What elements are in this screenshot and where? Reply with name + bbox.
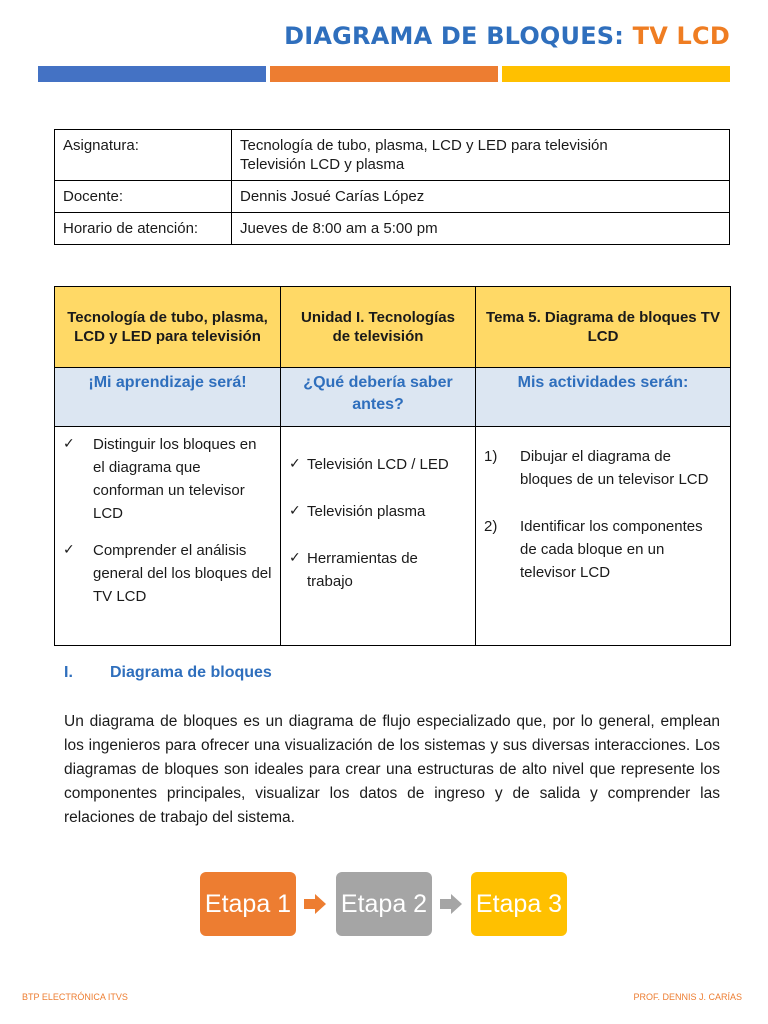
list-item: [289, 500, 467, 523]
page-title-accent: TV LCD: [632, 22, 730, 50]
section-number: I.: [64, 664, 73, 681]
list-item: [484, 445, 722, 491]
footer-right: PROF. DENNIS J. CARÍAS: [633, 992, 742, 1002]
plan-header-row: [55, 287, 731, 368]
plan-header-cell: Tema 5. Diagrama de bloques TV LCD: [476, 287, 731, 368]
section-heading: [64, 664, 272, 682]
plan-subheader-row: [55, 368, 731, 427]
list-item-number: 1): [484, 448, 498, 465]
plan-header-cell: Unidad I. Tecnologías de televisión: [281, 287, 476, 368]
info-table: [54, 129, 730, 245]
stage-box-2: Etapa 2: [336, 872, 432, 936]
checkmark-icon: ✓: [289, 550, 301, 566]
info-row-schedule: [55, 213, 730, 245]
list-item-text: Distinguir los bloques en el diagrama que conforman un televisor LCD: [93, 436, 257, 522]
section-paragraph: Un diagrama de bloques es un diagrama de flujo especializado que, por lo general, emplean los ingenieros para ofrecer una visualización de los sistemas y sus diversas interacciones. Los diagramas de bloques son ideales para crear una estructuras de alto nivel que represente los componentes principales, visualizar los datos de ingreso y de salida y comprender las relaciones de trabajo del sistema.: [64, 713, 720, 826]
stage-flow-diagram: [200, 872, 570, 936]
plan-subheader-cell: ¡Mi aprendizaje será!: [55, 368, 281, 427]
stage-box-3: Etapa 3: [471, 872, 567, 936]
list-item-number: 2): [484, 518, 498, 535]
list-item: [289, 547, 467, 593]
stage-box-1: Etapa 1: [200, 872, 296, 936]
list-item: [63, 539, 272, 608]
list-item-text: Dibujar el diagrama de bloques de un televisor LCD: [520, 448, 709, 488]
list-item-text: Comprender el análisis general del los bloques del TV LCD: [93, 542, 272, 605]
info-row-subject: [55, 130, 730, 181]
plan-header-cell: Tecnología de tubo, plasma, LCD y LED para televisión: [55, 287, 281, 368]
header-bar-blue: [38, 66, 266, 82]
learning-goals-cell: [55, 427, 281, 646]
header-bar-orange: [270, 66, 498, 82]
plan-subheader-cell: ¿Qué debería saber antes?: [281, 368, 476, 427]
section-title: Diagrama de bloques: [110, 664, 272, 681]
list-item-text: Televisión LCD / LED: [307, 456, 449, 473]
plan-subheader-cell: Mis actividades serán:: [476, 368, 731, 427]
checkmark-icon: ✓: [63, 542, 75, 558]
info-value-line: Televisión LCD y plasma: [240, 156, 405, 173]
info-value: [232, 130, 730, 181]
arrow-right-icon: [440, 894, 462, 914]
checkmark-icon: ✓: [289, 456, 301, 472]
checkmark-icon: ✓: [289, 503, 301, 519]
list-item: [289, 453, 467, 476]
info-label: Asignatura:: [55, 130, 232, 181]
checkmark-icon: ✓: [63, 436, 75, 452]
info-value-line: Tecnología de tubo, plasma, LCD y LED para televisión: [240, 137, 608, 154]
prerequisites-cell: [281, 427, 476, 646]
arrow-right-icon: [304, 894, 326, 914]
plan-body-row: [55, 427, 731, 646]
header-bar-yellow: [502, 66, 730, 82]
list-item: [63, 433, 272, 525]
header-color-bars: [38, 66, 730, 82]
activities-cell: [476, 427, 731, 646]
info-value: Dennis Josué Carías López: [232, 181, 730, 213]
list-item-text: Identificar los componentes de cada bloque en un televisor LCD: [520, 518, 703, 581]
page-title: [284, 22, 730, 50]
list-item-text: Herramientas de trabajo: [307, 550, 418, 590]
info-row-teacher: [55, 181, 730, 213]
page-title-main: DIAGRAMA DE BLOQUES:: [284, 22, 633, 50]
list-item: [484, 515, 722, 584]
info-label: Horario de atención:: [55, 213, 232, 245]
list-item-text: Televisión plasma: [307, 503, 426, 520]
learning-plan-table: [54, 286, 731, 646]
info-value: Jueves de 8:00 am a 5:00 pm: [232, 213, 730, 245]
footer-left: BTP ELECTRÓNICA ITVS: [22, 992, 128, 1002]
info-label: Docente:: [55, 181, 232, 213]
